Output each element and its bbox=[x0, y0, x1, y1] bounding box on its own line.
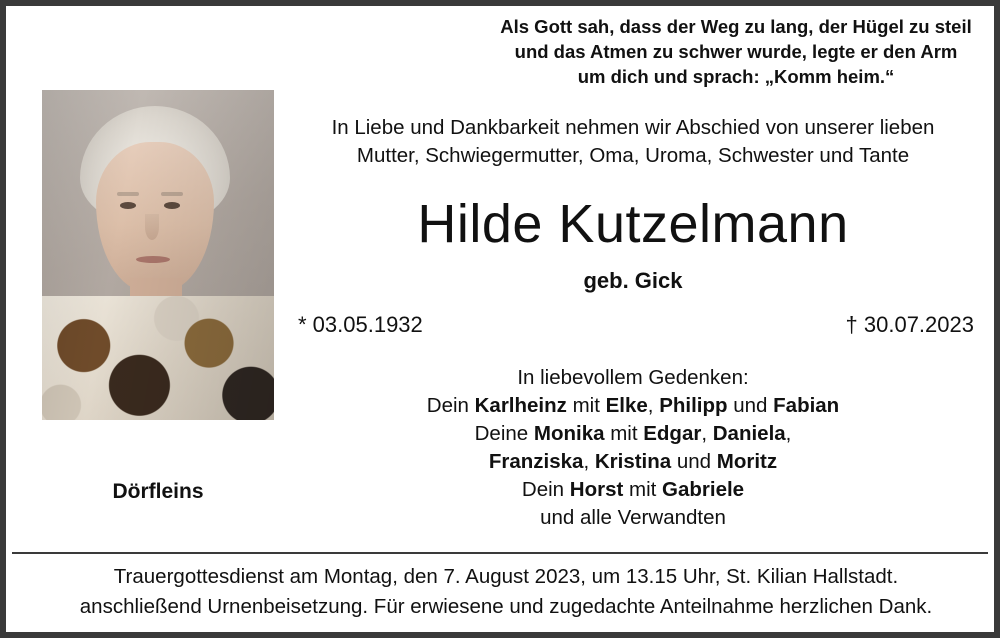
mourner-text: mit bbox=[566, 394, 606, 417]
photo-shading bbox=[42, 90, 274, 420]
service-details bbox=[26, 562, 986, 622]
verse-line-1: Als Gott sah, dass der Weg zu lang, der Hügel zu steil bbox=[500, 16, 972, 37]
mourner-name: Edgar bbox=[643, 422, 702, 445]
mourner-name: Horst bbox=[569, 478, 624, 501]
verse-block bbox=[486, 14, 986, 89]
mourner-name: Elke bbox=[605, 394, 648, 417]
portrait-photo bbox=[42, 90, 274, 420]
intro-text bbox=[288, 114, 978, 170]
mourner-name: Daniela bbox=[712, 422, 786, 445]
mourner-text: , bbox=[583, 450, 595, 473]
mourners-line bbox=[288, 504, 978, 532]
mourner-text: Dein bbox=[521, 478, 570, 501]
mourner-name: Fabian bbox=[773, 394, 840, 417]
footer-divider bbox=[12, 552, 988, 554]
mourner-name: Kristina bbox=[594, 450, 672, 473]
verse-line-3: um dich und sprach: „Komm heim.“ bbox=[577, 66, 895, 87]
mourner-text: , bbox=[785, 422, 792, 445]
intro-line-1: In Liebe und Dankbarkeit nehmen wir Abschied von unserer lieben bbox=[331, 116, 935, 139]
mourner-text: mit bbox=[604, 422, 644, 445]
mourners-heading: In liebevollem Gedenken: bbox=[517, 366, 749, 389]
mourner-text: mit bbox=[623, 478, 663, 501]
service-line-1: Trauergottesdienst am Montag, den 7. August 2023, um 13.15 Uhr, St. Kilian Hallstadt. bbox=[113, 565, 899, 588]
mourner-name: Gabriele bbox=[662, 478, 745, 501]
mourner-text: und bbox=[727, 394, 774, 417]
birth-date: * 03.05.1932 bbox=[298, 312, 423, 337]
mourners-block bbox=[288, 364, 978, 532]
verse-line-2: und das Atmen zu schwer wurde, legte er den Arm bbox=[514, 41, 958, 62]
maiden-name: geb. Gick bbox=[583, 268, 683, 293]
mourners-line bbox=[288, 448, 978, 476]
mourner-text: , bbox=[647, 394, 660, 417]
place-label: Dörfleins bbox=[112, 480, 204, 503]
death-date: † 30.07.2023 bbox=[845, 312, 974, 337]
mourner-text: und alle Verwandten bbox=[540, 506, 726, 529]
mourners-line bbox=[288, 476, 978, 504]
mourners-line bbox=[288, 420, 978, 448]
service-line-2: anschließend Urnenbeisetzung. Für erwiesene und zugedachte Anteilnahme herzlichen Dank. bbox=[79, 595, 933, 618]
mourner-name: Monika bbox=[533, 422, 605, 445]
mourner-text: Deine bbox=[474, 422, 534, 445]
mourner-name: Franziska bbox=[488, 450, 584, 473]
mourner-text: , bbox=[701, 422, 713, 445]
mourner-name: Moritz bbox=[716, 450, 778, 473]
mourner-name: Karlheinz bbox=[474, 394, 567, 417]
mourner-text: Dein bbox=[426, 394, 475, 417]
deceased-name: Hilde Kutzelmann bbox=[417, 194, 849, 254]
life-dates bbox=[298, 312, 974, 338]
mourner-name: Philipp bbox=[659, 394, 728, 417]
mourners-line bbox=[288, 392, 978, 420]
mourner-text: und bbox=[671, 450, 717, 473]
mourners-list bbox=[288, 392, 978, 532]
intro-line-2: Mutter, Schwiegermutter, Oma, Uroma, Schwester und Tante bbox=[356, 144, 910, 167]
